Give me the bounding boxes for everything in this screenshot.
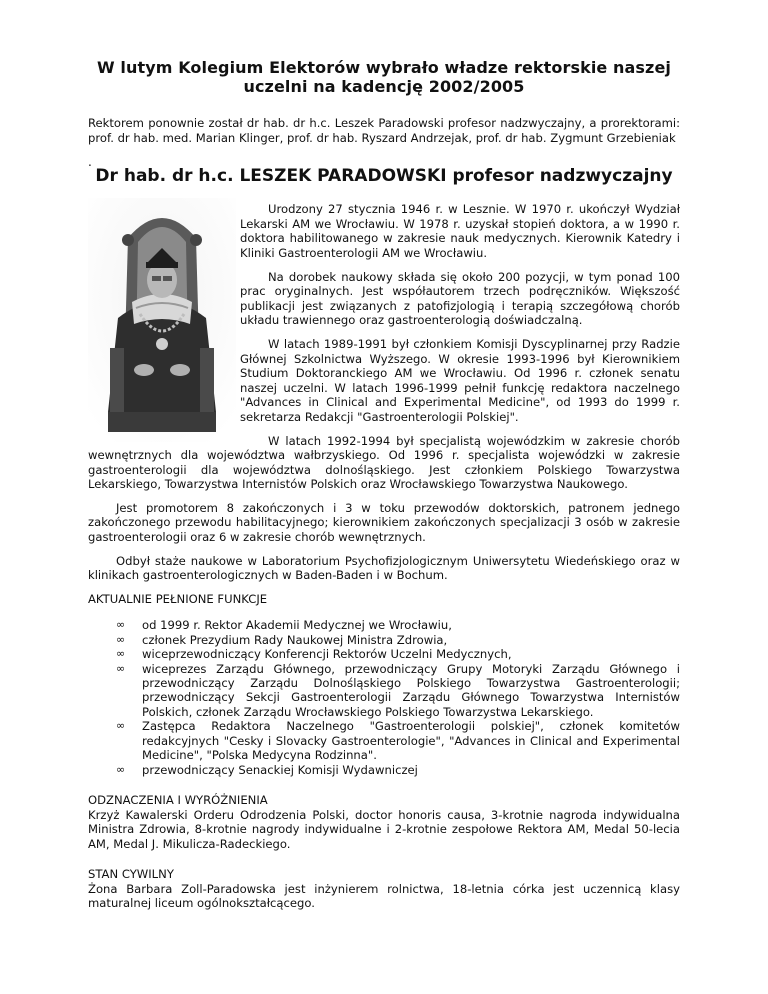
bio-paragraph-5: Jest promotorem 8 zakończonych i 3 w toku przewodów doktorskich, patronem jednego zakończonego przewodu habilitacyjnego; kierownikiem zakończonych specjalizacji 3 osób w zakresie gastroenterologii oraz 6 w zakresie chorób wewnętrznych. <box>88 500 680 545</box>
list-item: ∞ przewodniczący Senackiej Komisji Wydawniczej <box>116 762 418 777</box>
infinity-bullet-icon: ∞ <box>116 719 126 733</box>
list-item: ∞ wiceprezes Zarządu Głównego, przewodniczący Grupy Motoryki Zarządu Głównego i przewodniczący Zarządu Dolnośląskiego Polskiego Towarzystwa Gastroenterologii; przewodniczący Sekcji Gastroenterologii Zarządu Głównego Towarzystwa Internistów Polskich, członek Zarządu Wrocławskiego Polskiego Towarzystwa Lekarskiego. <box>116 661 680 719</box>
infinity-bullet-icon: ∞ <box>116 661 126 675</box>
list-item: ∞ wiceprzewodniczący Konferencji Rektorów Uczelni Medycznych, <box>116 647 512 662</box>
rector-portrait-photo <box>88 198 236 442</box>
awards-heading: ODZNACZENIA I WYRÓŻNIENIA <box>88 792 268 807</box>
infinity-bullet-icon: ∞ <box>116 762 126 776</box>
infinity-bullet-icon: ∞ <box>116 618 126 632</box>
functions-list <box>88 618 680 776</box>
intro-paragraph: Rektorem ponownie został dr hab. dr h.c. Leszek Paradowski profesor nadzwyczajny, a prorektorami: prof. dr hab. med. Marian Klinger, prof. dr hab. Ryszard Andrzejak, prof. dr hab. Zygmunt Grzebieniak <box>88 116 680 145</box>
infinity-bullet-icon: ∞ <box>116 647 126 661</box>
person-heading: Dr hab. dr h.c. LESZEK PARADOWSKI profesor nadzwyczajny <box>95 166 673 187</box>
civil-status-text: Żona Barbara Zoll-Paradowska jest inżynierem rolnictwa, 18-letnia córka jest uczennicą klasy maturalnej liceum ogólnokształcącego. <box>88 881 680 911</box>
functions-heading: AKTUALNIE PEŁNIONE FUNKCJE <box>88 591 268 606</box>
separator-dot: . <box>88 155 92 170</box>
awards-section <box>88 793 680 851</box>
infinity-bullet-icon: ∞ <box>116 632 126 646</box>
page-title: W lutym Kolegium Elektorów wybrało władze rektorskie naszej uczelni na kadencję 2002/2005 <box>96 58 671 96</box>
civil-status-section <box>88 867 680 911</box>
bio-paragraph-6: Odbył staże naukowe w Laboratorium Psychofizjologicznym Uniwersytetu Wiedeńskiego oraz w klinikach gastroenterologicznych w Baden-Baden i w Bochum. <box>88 553 680 583</box>
awards-text: Krzyż Kawalerski Orderu Odrodzenia Polski, doctor honoris causa, 3-krotnie nagroda indywidualna Ministra Zdrowia, 8-krotnie nagrody indywidualne i 2-krotnie zespołowe Rektora AM, Medal 50-lecia AM, Medal J. Mikulicza-Radeckiego. <box>88 807 680 851</box>
list-item: ∞ Zastępca Redaktora Naczelnego "Gastroenterologii polskiej", członek komitetów redakcyjnych "Cesky i Slovacky Gastroenterologie", "Advances in Clinical and Experimental Medicine", "Polska Medycyna Rodzinna". <box>116 719 680 763</box>
bio-paragraph-2: Na dorobek naukowy składa się około 200 pozycji, w tym ponad 100 prac oryginalnych. Jest współautorem trzech podręczników. Większość publikacji jest związanych z patofizjologią i terapią szczegółową chorób układu trawiennego oraz gastroenterologią doświadczalną. <box>240 269 680 328</box>
list-item: ∞ od 1999 r. Rektor Akademii Medycznej we Wrocławiu, <box>116 618 452 633</box>
bio-paragraph-3: W latach 1989-1991 był członkiem Komisji Dyscyplinarnej przy Radzie Głównej Szkolnictwa Wyższego. W okresie 1993-1996 był Kierownikiem Studium Doktoranckiego AM we Wrocławiu. Od 1996 r. członek senatu naszej uczelni. W latach 1996-1999 pełnił funkcję redaktora naczelnego "Advances in Clinical and Experimental Medicine", od 1993 do 1999 r. sekretarza Redakcji "Gastroenterologii Polskiej". <box>240 336 680 424</box>
civil-status-heading: STAN CYWILNY <box>88 867 174 882</box>
document-page <box>88 0 680 911</box>
bio-paragraph-4: W latach 1992-1994 był specjalistą wojewódzkim w zakresie chorób wewnętrznych dla województwa wałbrzyskiego. Od 1996 r. specjalista wojewódzki w zakresie gastroenterologii dla województwa dolnośląskiego. Jest członkiem Polskiego Towarzystwa Lekarskiego, Towarzystwa Internistów Polskich oraz Wrocławskiego Towarzystwa Naukowego. <box>88 433 680 492</box>
bio-paragraph-1: Urodzony 27 stycznia 1946 r. w Lesznie. W 1970 r. ukończył Wydział Lekarski AM we Wrocławiu. W 1978 r. uzyskał stopień doktora, a w 1990 r. doktora habilitowanego w zakresie nauk medycznych. Kierownik Katedry i Kliniki Gastroenterologii AM we Wrocławiu. <box>240 202 680 260</box>
list-item: ∞ członek Prezydium Rady Naukowej Ministra Zdrowia, <box>116 632 448 647</box>
